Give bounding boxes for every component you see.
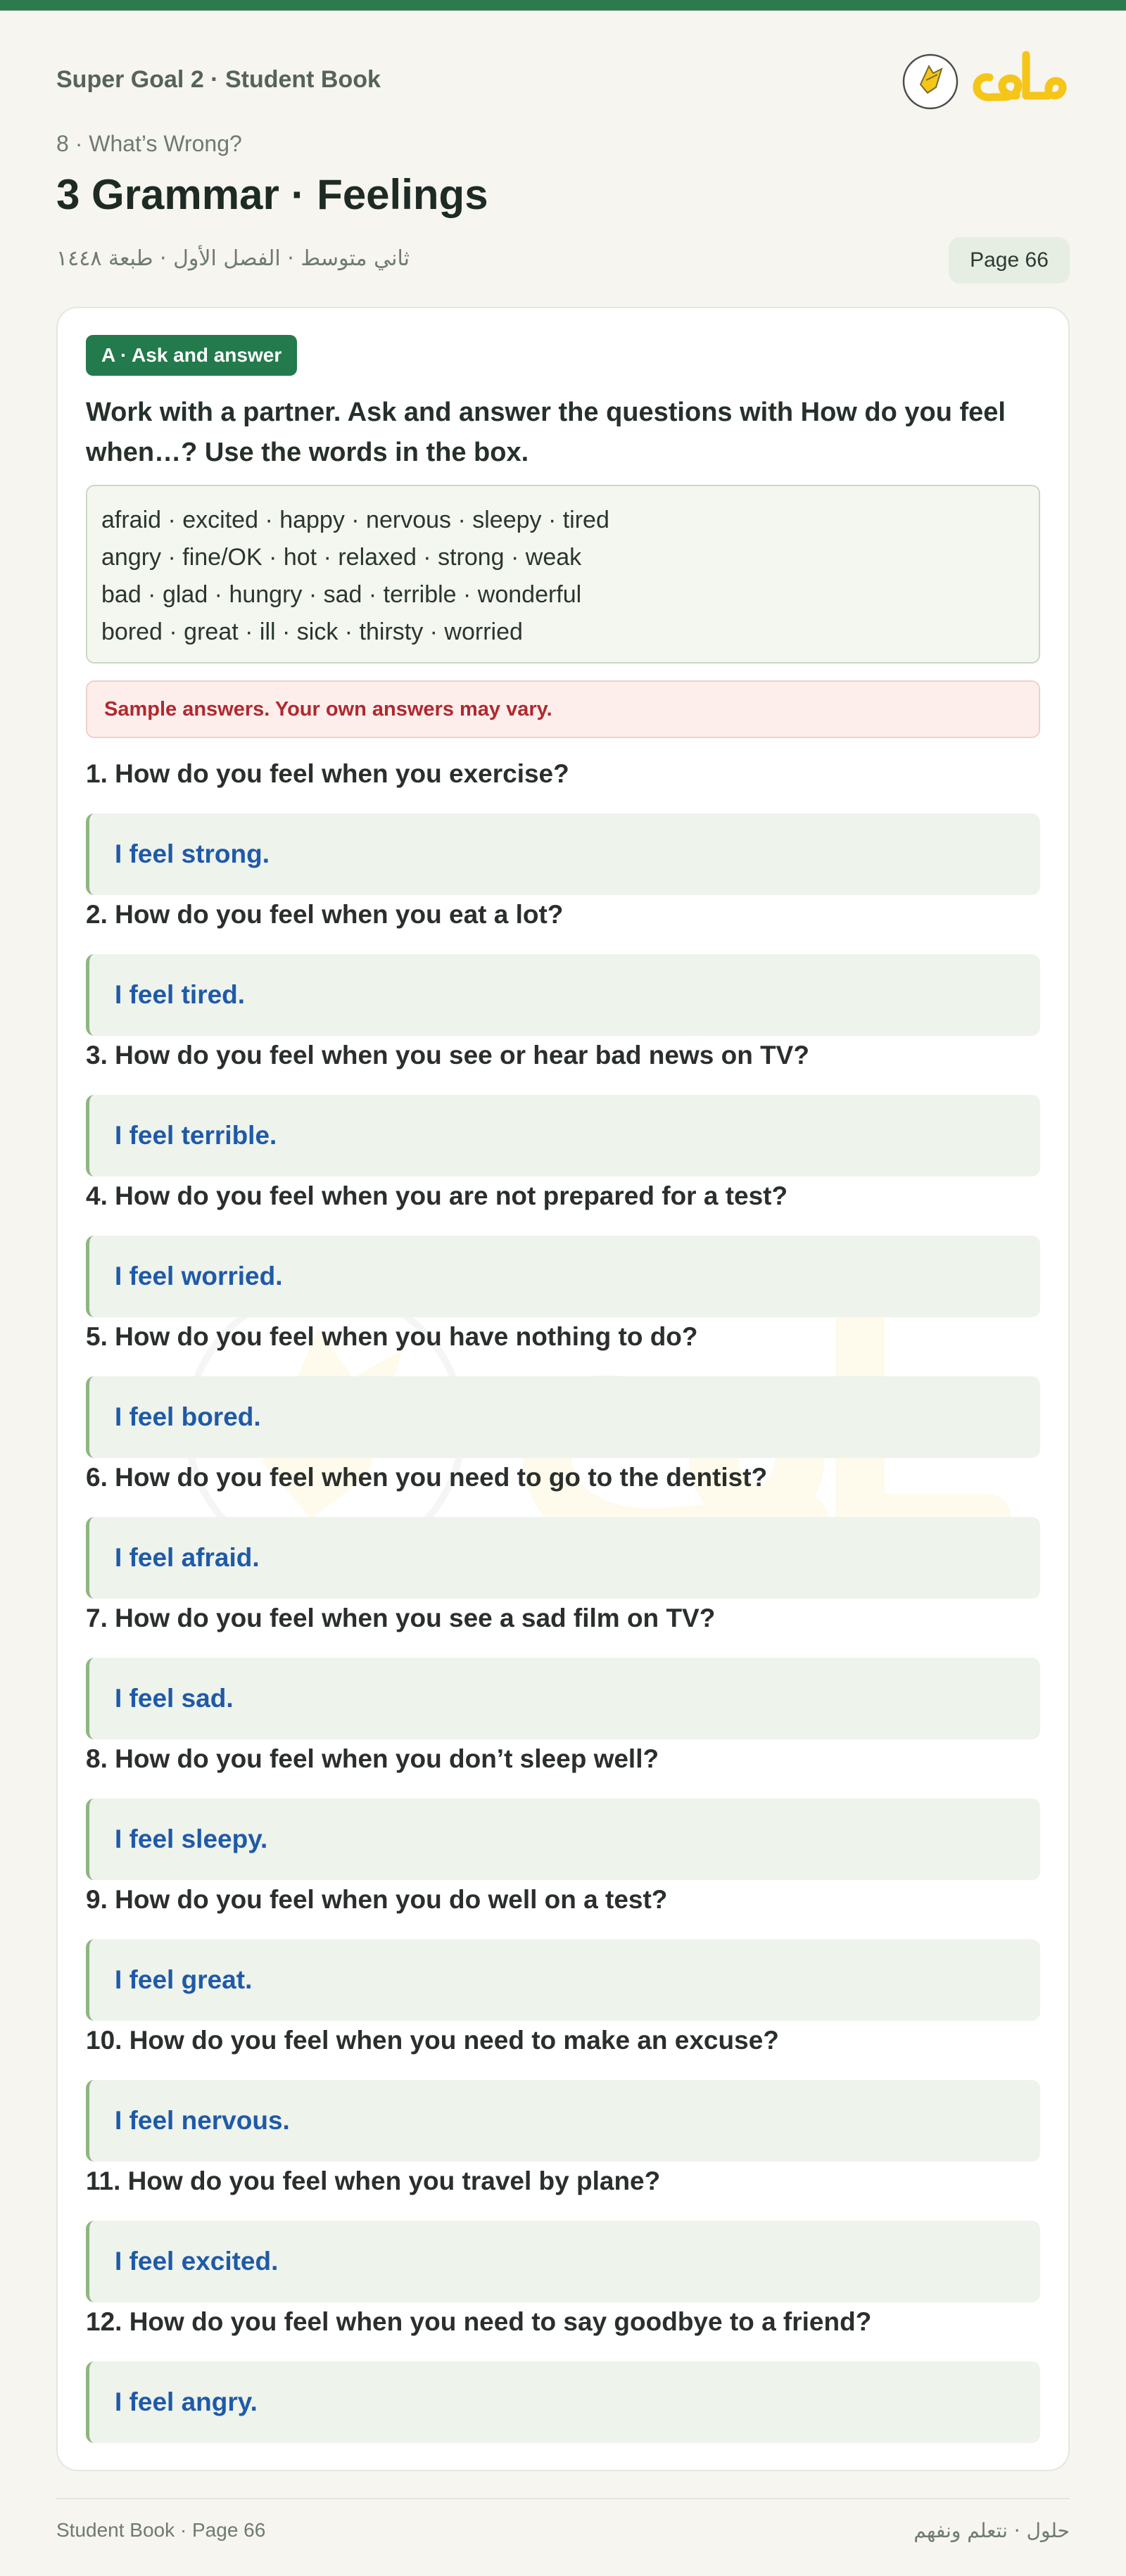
question-text: 5. How do you feel when you have nothing to do? [86,1322,698,1351]
footer-brand-tagline: حلول · نتعلم ونفهم [913,2519,1070,2542]
qa-item [86,1603,1043,1744]
word-box-line: afraid · excited · happy · nervous · sleepy · tired [101,507,609,533]
question-text: 3. How do you feel when you see or hear bad news on TV? [86,1041,809,1070]
question-text: 10. How do you feel when you need to make an excuse? [86,2026,779,2055]
answer-box: I feel terrible. [86,1095,1040,1176]
qa-item [86,1181,1043,1321]
answer-box: I feel worried. [86,1236,1040,1317]
answer-box: I feel tired. [86,954,1040,1036]
top-accent-bar [0,0,1126,11]
qa-item [86,2166,1043,2307]
qa-item [86,2307,1043,2447]
answer-box: I feel sad. [86,1658,1040,1739]
exercise-card [56,307,1070,2471]
qa-item [86,1040,1043,1181]
grade-term-info: ثاني متوسط · الفصل الأول · طبعة ١٤٤٨ [56,246,410,271]
qa-item [86,1321,1043,1462]
footer-divider [56,2498,1070,2499]
exercise-instructions: Work with a partner. Ask and answer the questions with How do you feel when…? Use the words in the box. [86,398,1006,467]
question-text: 1. How do you feel when you exercise? [86,759,569,788]
question-text: 12. How do you feel when you need to say goodbye to a friend? [86,2307,872,2336]
question-answer-list [86,759,1043,2447]
qa-item [86,1462,1043,1603]
hulul-logo-icon[interactable] [887,42,1070,120]
qa-item [86,759,1043,899]
question-text: 11. How do you feel when you travel by plane? [86,2166,661,2195]
word-box-line: bored · great · ill · sick · thirsty · worried [101,618,523,645]
breadcrumb: 8 · What’s Wrong? [56,131,242,156]
book-title: Super Goal 2 · Student Book [56,66,381,93]
qa-item [86,1884,1043,2025]
word-box [86,485,1040,664]
section-badge: A · Ask and answer [86,335,297,376]
answer-box: I feel afraid. [86,1517,1040,1599]
sample-answers-note: Sample answers. Your own answers may vary. [86,680,1040,738]
word-box-line: angry · fine/OK · hot · relaxed · strong · weak [101,544,582,571]
answer-box: I feel great. [86,1939,1040,2021]
question-text: 7. How do you feel when you see a sad film on TV? [86,1604,716,1632]
answer-box: I feel strong. [86,813,1040,895]
qa-item [86,899,1043,1040]
qa-item [86,2025,1043,2166]
answer-box: I feel angry. [86,2361,1040,2443]
page-title: 3 Grammar · Feelings [56,171,488,218]
question-text: 8. How do you feel when you don’t sleep well? [86,1744,659,1773]
answer-box: I feel bored. [86,1376,1040,1458]
question-text: 4. How do you feel when you are not prepared for a test? [86,1181,788,1210]
question-text: 9. How do you feel when you do well on a test? [86,1885,668,1914]
answer-box: I feel sleepy. [86,1798,1040,1880]
qa-item [86,1744,1043,1884]
question-text: 6. How do you feel when you need to go to the dentist? [86,1463,768,1492]
page-header [56,42,1070,120]
answer-box: I feel nervous. [86,2080,1040,2162]
page-number-pill: Page 66 [949,237,1070,284]
answer-box: I feel excited. [86,2221,1040,2302]
footer-page-label: Student Book · Page 66 [56,2519,266,2541]
word-box-line: bad · glad · hungry · sad · terrible · wonderful [101,581,582,608]
question-text: 2. How do you feel when you eat a lot? [86,900,564,929]
